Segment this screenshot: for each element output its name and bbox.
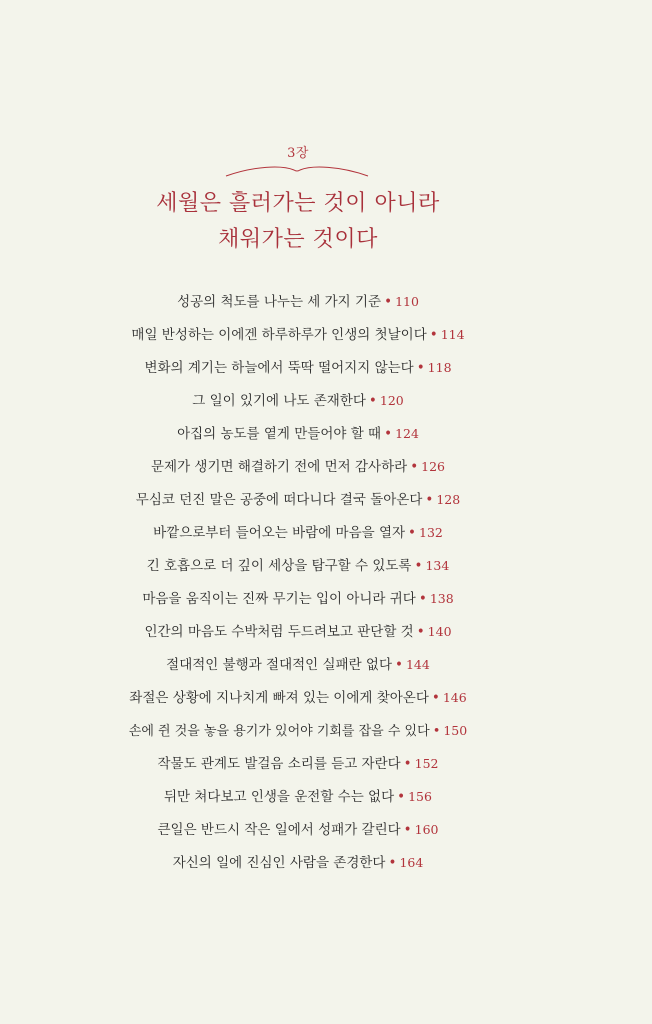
toc-separator-bullet: • [414, 558, 423, 574]
toc-page-number: 114 [440, 327, 465, 342]
toc-entry[interactable] [0, 288, 596, 321]
toc-separator-bullet: • [431, 690, 440, 706]
toc-separator-bullet: • [403, 756, 412, 772]
toc-separator-bullet: • [388, 855, 397, 871]
toc-entry[interactable] [0, 750, 596, 783]
toc-page-number: 140 [427, 624, 452, 639]
toc-entry-title: 바깥으로부터 들어오는 바람에 마음을 열자 [153, 525, 406, 541]
toc-entry-title: 매일 반성하는 이에겐 하루하루가 인생의 첫날이다 [131, 327, 427, 343]
toc-entry[interactable] [0, 354, 596, 387]
toc-entry-title: 변화의 계기는 하늘에서 뚝딱 떨어지지 않는다 [144, 360, 414, 376]
toc-entry-title: 마음을 움직이는 진짜 무기는 입이 아니라 귀다 [142, 591, 416, 607]
toc-entry[interactable] [0, 585, 596, 618]
toc-entry[interactable] [0, 717, 596, 750]
chapter-title [0, 186, 596, 258]
chapter-title-line-1: 세월은 흘러가는 것이 아니라 [156, 191, 440, 216]
toc-page-number: 146 [442, 690, 467, 705]
toc-entry-title: 자신의 일에 진심인 사람을 존경한다 [172, 855, 386, 871]
toc-entry-title: 무심코 던진 말은 공중에 떠다니다 결국 돌아온다 [135, 492, 423, 508]
toc-entry[interactable] [0, 519, 596, 552]
toc-entry[interactable] [0, 453, 596, 486]
toc-entry-title: 아집의 농도를 옅게 만들어야 할 때 [177, 426, 382, 442]
toc-entry[interactable] [0, 387, 596, 420]
toc-entry-title: 좌절은 상황에 지나치게 빠져 있는 이에게 찾아온다 [129, 690, 429, 706]
toc-separator-bullet: • [403, 822, 412, 838]
toc-entry[interactable] [0, 420, 596, 453]
toc-page-number: 128 [436, 492, 461, 507]
toc-separator-bullet: • [368, 393, 377, 409]
toc-entry[interactable] [0, 684, 596, 717]
toc-page-number: 160 [414, 822, 439, 837]
toc-separator-bullet: • [425, 492, 434, 508]
toc-entry[interactable] [0, 651, 596, 684]
toc-entry-title: 긴 호흡으로 더 깊이 세상을 탐구할 수 있도록 [146, 558, 412, 574]
toc-entry[interactable] [0, 321, 596, 354]
toc-page-number: 138 [429, 591, 454, 606]
toc-entry[interactable] [0, 783, 596, 816]
toc-page-number: 126 [421, 459, 446, 474]
toc-page-number: 120 [379, 393, 404, 408]
toc-entry-title: 문제가 생기면 해결하기 전에 먼저 감사하라 [150, 459, 408, 475]
chapter-title-line-2: 채워가는 것이다 [218, 227, 378, 252]
toc-entry-title: 절대적인 불행과 절대적인 실패란 없다 [166, 657, 392, 673]
toc-separator-bullet: • [432, 724, 441, 739]
toc-page-number: 132 [419, 525, 443, 540]
toc-separator-bullet: • [418, 591, 427, 607]
toc-entry-title: 손에 쥔 것을 놓을 용기가 있어야 기회를 잡을 수 있다 [128, 724, 430, 739]
toc-separator-bullet: • [408, 525, 416, 541]
toc-separator-bullet: • [429, 327, 438, 343]
toc-entry[interactable] [0, 486, 596, 519]
toc-page-number: 144 [405, 657, 430, 672]
toc-entry-title: 뒤만 쳐다보고 인생을 운전할 수는 없다 [164, 789, 395, 805]
toc-page-number: 150 [443, 723, 468, 738]
toc-page-number: 134 [425, 558, 450, 573]
toc-entry-title: 그 일이 있기에 나도 존재한다 [192, 393, 366, 409]
toc-entry[interactable] [0, 618, 596, 651]
toc-page-number: 156 [408, 789, 432, 804]
toc-separator-bullet: • [416, 360, 425, 376]
toc-separator-bullet: • [410, 459, 419, 475]
toc-page-number: 152 [414, 756, 439, 771]
toc-separator-bullet: • [384, 426, 393, 442]
toc-separator-bullet: • [416, 624, 425, 640]
toc-entry-title: 큰일은 반드시 작은 일에서 성패가 갈린다 [157, 822, 401, 838]
toc-page-number: 110 [395, 294, 419, 309]
chapter-number: 3장 [287, 146, 309, 161]
toc-page-number: 118 [427, 360, 452, 375]
toc-page-number: 164 [399, 855, 424, 870]
toc-entry[interactable] [0, 552, 596, 585]
toc-separator-bullet: • [395, 657, 403, 673]
toc-entry-title: 작물도 관계도 발걸음 소리를 듣고 자란다 [157, 756, 401, 772]
toc-page-number: 124 [395, 426, 419, 441]
toc-entry-title: 인간의 마음도 수박처럼 두드려보고 판단할 것 [144, 624, 414, 640]
toc-entry-title: 성공의 척도를 나누는 세 가지 기준 [177, 294, 382, 310]
chapter-ornament-flourish [224, 162, 370, 178]
toc-entry[interactable] [0, 849, 596, 882]
table-of-contents [0, 288, 596, 882]
toc-separator-bullet: • [397, 789, 406, 805]
toc-entry[interactable] [0, 816, 596, 849]
toc-separator-bullet: • [384, 294, 393, 310]
